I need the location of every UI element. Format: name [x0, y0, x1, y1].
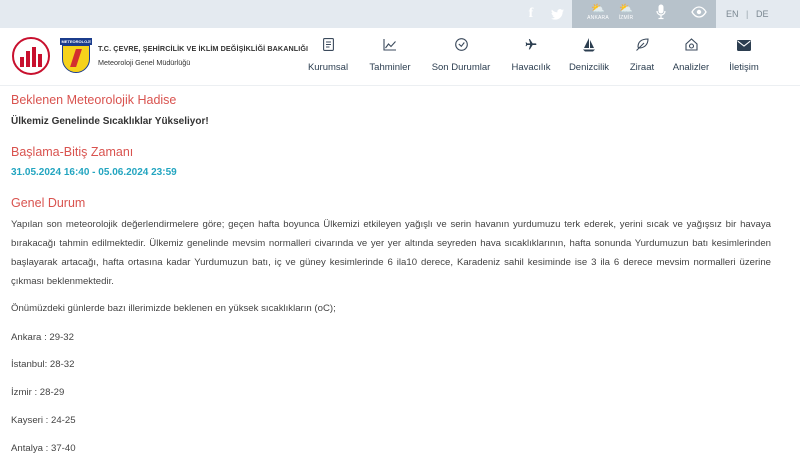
city-temperature-izmir: İzmir : 28-29: [11, 387, 65, 398]
leaf-icon: [624, 38, 660, 56]
microphone-icon[interactable]: [650, 4, 672, 26]
language-de-link[interactable]: DE: [756, 9, 769, 19]
nav-item-ziraat[interactable]: Ziraat: [624, 38, 660, 76]
airplane-icon: [506, 38, 556, 56]
city-temperature-kayseri: Kayseri : 24-25: [11, 415, 76, 426]
sailboat-icon: [564, 38, 614, 56]
directorate-name[interactable]: Meteoroloji Genel Müdürlüğü: [98, 58, 191, 67]
sun-cloud-icon: ⛅: [619, 3, 633, 15]
top-utility-bar: [0, 0, 800, 28]
general-situation-paragraph: Yapılan son meteorolojik değerlendirmelere göre; geçen hafta boyunca Ülkemizi etkileyen yağışlı ve serin havanın yurdumuzu terk ederek, yerini sıcak ve yağışsız bir havaya bırakacağı tahmin edilmektedir. Ülkemiz genelinde mevsim normalleri civarında ve yer yer altında seyreden hava sıcaklıklarının, hafta sonunda Yurdumuzun batı kesimlerinden başlayarak artacağı, hafta ortasına kadar Yurdumuzun batı, iç ve güney kesimlerinde 6 ila10 derece, Karadeniz sahil kesiminde ise 3 ila 6 derece mevsim normalleri üzerine çıkması beklenmektedir.: [11, 219, 771, 287]
language-en-link[interactable]: EN: [726, 9, 739, 19]
nav-item-kurumsal[interactable]: Kurumsal: [302, 38, 354, 76]
ministry-name[interactable]: T.C. ÇEVRE, ŞEHİRCİLİK VE İKLİM DEĞİŞİKLİĞİ BAKANLIĞI: [98, 44, 309, 53]
izmir-weather-button[interactable]: ⛅ İZMİR: [608, 3, 644, 25]
ministry-emblem-icon: [19, 45, 43, 67]
language-separator: |: [746, 9, 749, 19]
city-temperature-antalya: Antalya : 37-40: [11, 443, 76, 454]
time-range-value: 31.05.2024 16:40 - 05.06.2024 23:59: [11, 167, 177, 178]
nav-item-havacilik[interactable]: Havacılık: [506, 38, 556, 76]
meteoroloji-logo[interactable]: METEOROLOJİ: [60, 38, 92, 74]
event-title: Ülkemiz Genelinde Sıcaklıklar Yükseliyor!: [11, 116, 209, 127]
nav-item-son-durumlar[interactable]: Son Durumlar: [427, 38, 495, 76]
ankara-weather-button[interactable]: ⛅ ANKARA: [580, 3, 616, 25]
analysis-icon: [668, 38, 714, 56]
nav-item-analizler[interactable]: Analizler: [668, 38, 714, 76]
twitter-icon[interactable]: [546, 0, 568, 28]
nav-item-denizcilik[interactable]: Denizcilik: [564, 38, 614, 76]
chart-line-icon: [364, 38, 416, 56]
nav-item-tahminler[interactable]: Tahminler: [364, 38, 416, 76]
envelope-icon: [724, 38, 764, 56]
general-situation-heading: Genel Durum: [11, 196, 86, 210]
site-header: [0, 28, 800, 86]
time-range-heading: Başlama-Bitiş Zamanı: [11, 145, 134, 159]
nav-item-iletisim[interactable]: İletişim: [724, 38, 764, 76]
forecast-intro: Önümüzdeki günlerde bazı illerimizde beklenen en yüksek sıcaklıkların (oC);: [11, 303, 336, 314]
gauge-icon: [427, 38, 495, 56]
city-temperature-istanbul: İstanbul: 28-32: [11, 359, 75, 370]
city-temperature-ankara: Ankara : 29-32: [11, 332, 74, 343]
eye-icon[interactable]: [688, 5, 710, 27]
facebook-icon[interactable]: f: [528, 6, 534, 21]
expected-event-heading: Beklenen Meteorolojik Hadise: [11, 93, 177, 107]
ministry-logo[interactable]: [12, 37, 50, 75]
document-icon: [302, 38, 354, 56]
sun-cloud-icon: ⛅: [591, 3, 605, 15]
